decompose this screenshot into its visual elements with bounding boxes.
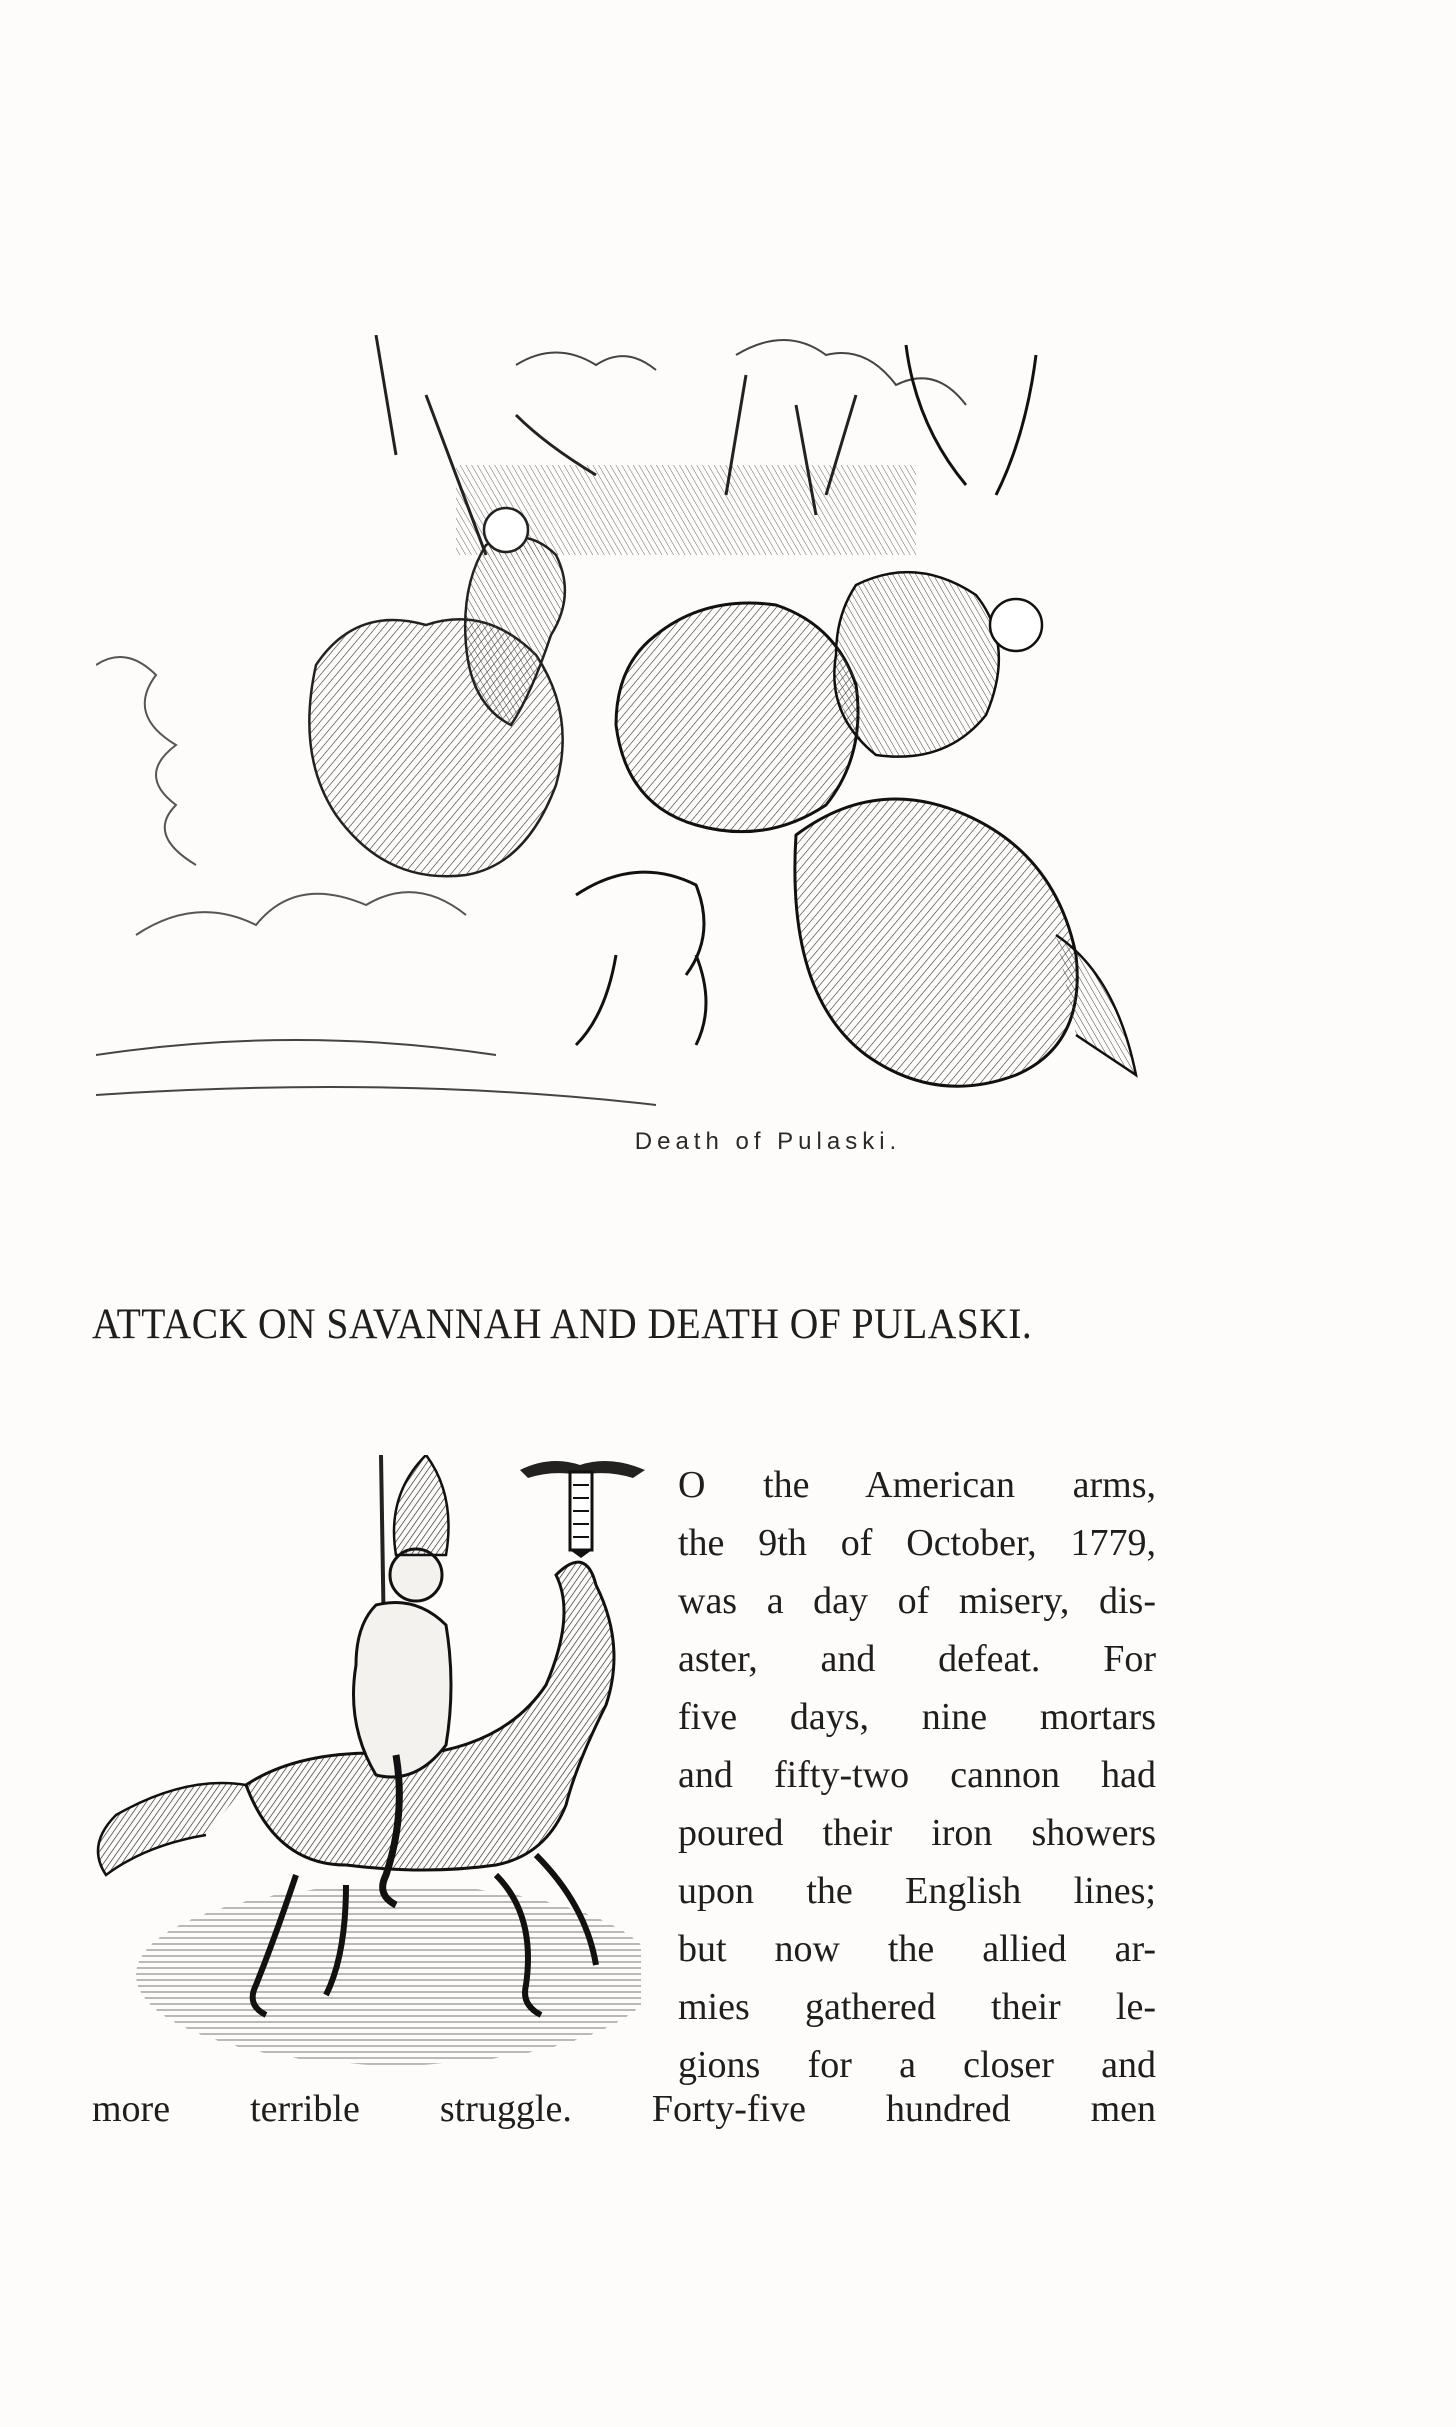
body-line: upon the English lines; — [678, 1870, 1156, 1912]
body-line: poured their iron showers — [678, 1812, 1156, 1854]
body-line: but now the allied ar- — [678, 1928, 1156, 1970]
body-line: mies gathered their le- — [678, 1986, 1156, 2028]
drop-cap-letter: T — [581, 1520, 582, 1521]
body-line: aster, and defeat. For — [678, 1638, 1156, 1680]
body-line-full: more terrible struggle. Forty-five hundred men — [92, 2088, 1156, 2130]
body-line: and fifty-two cannon had — [678, 1754, 1156, 1796]
body-line: O the American arms, — [678, 1464, 1156, 1506]
figure-caption: Death of Pulaski. — [634, 1128, 902, 1155]
chapter-title: ATTACK ON SAVANNAH AND DEATH OF PULASKI. — [92, 1301, 1033, 1348]
body-line: the 9th of October, 1779, — [678, 1522, 1156, 1564]
body-line: gions for a closer and — [678, 2044, 1156, 2086]
battle-illustration — [96, 335, 1166, 1125]
body-line: was a day of misery, dis- — [678, 1580, 1156, 1622]
body-line: five days, nine mortars — [678, 1696, 1156, 1738]
drop-cap — [520, 1450, 645, 1560]
ornamental-initial — [520, 1450, 645, 1560]
battle-engraving — [96, 335, 1166, 1125]
